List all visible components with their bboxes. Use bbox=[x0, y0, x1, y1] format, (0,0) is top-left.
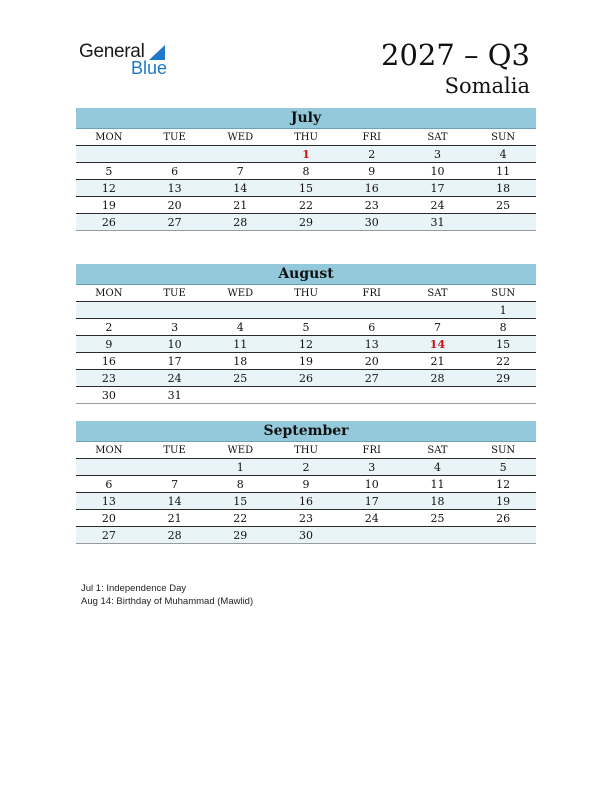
day-cell bbox=[339, 387, 405, 403]
day-cell: 26 bbox=[496, 512, 511, 525]
day-cell: 4 bbox=[499, 148, 507, 161]
weekday-label: FRI bbox=[362, 445, 381, 456]
day-cell bbox=[405, 387, 471, 403]
week-row bbox=[76, 353, 536, 370]
day-cell: 15 bbox=[496, 338, 511, 351]
weekday-label: SAT bbox=[427, 445, 448, 456]
day-cell: 20 bbox=[101, 512, 116, 525]
day-cell: 26 bbox=[101, 216, 116, 229]
day-cell: 19 bbox=[496, 495, 511, 508]
day-cell bbox=[207, 146, 273, 162]
weekday-label: SUN bbox=[491, 288, 516, 299]
day-cell: 13 bbox=[364, 338, 379, 351]
day-cell: 2 bbox=[105, 321, 113, 334]
day-cell: 19 bbox=[299, 355, 314, 368]
weekday-label: SAT bbox=[427, 288, 448, 299]
day-cell: 2 bbox=[368, 148, 376, 161]
month-july bbox=[76, 108, 536, 231]
day-cell bbox=[76, 146, 142, 162]
day-cell: 28 bbox=[233, 216, 248, 229]
day-cell: 12 bbox=[299, 338, 314, 351]
day-cell: 11 bbox=[233, 338, 248, 351]
week-row bbox=[76, 302, 536, 319]
day-cell: 7 bbox=[433, 321, 441, 334]
day-cell: 16 bbox=[364, 182, 379, 195]
day-cell: 24 bbox=[430, 199, 445, 212]
day-cell: 30 bbox=[364, 216, 379, 229]
week-row bbox=[76, 476, 536, 493]
day-cell: 1 bbox=[236, 461, 244, 474]
day-cell bbox=[339, 527, 405, 543]
day-cell: 18 bbox=[233, 355, 248, 368]
day-cell: 25 bbox=[430, 512, 445, 525]
day-cell: 12 bbox=[496, 478, 511, 491]
day-cell: 1 bbox=[499, 304, 507, 317]
weekday-label: WED bbox=[227, 288, 254, 299]
week-row bbox=[76, 163, 536, 180]
weekday-label: FRI bbox=[362, 288, 381, 299]
day-cell: 20 bbox=[167, 199, 182, 212]
day-cell: 18 bbox=[430, 495, 445, 508]
logo-word-general: General bbox=[79, 41, 145, 62]
day-cell bbox=[207, 302, 273, 318]
weekday-label: SAT bbox=[427, 132, 448, 143]
day-cell: 16 bbox=[299, 495, 314, 508]
day-cell: 11 bbox=[496, 165, 511, 178]
day-cell: 22 bbox=[496, 355, 511, 368]
day-cell: 7 bbox=[236, 165, 244, 178]
day-cell: 27 bbox=[364, 372, 379, 385]
day-cell: 21 bbox=[167, 512, 182, 525]
holiday-note: Jul 1: Independence Day bbox=[81, 583, 187, 594]
week-row bbox=[76, 197, 536, 214]
day-cell bbox=[273, 387, 339, 403]
day-cell: 31 bbox=[430, 216, 445, 229]
weekday-label: MON bbox=[95, 132, 123, 143]
day-cell: 8 bbox=[302, 165, 310, 178]
day-cell: 15 bbox=[299, 182, 314, 195]
weekday-label: MON bbox=[95, 288, 123, 299]
day-cell: 13 bbox=[167, 182, 182, 195]
weekday-label: MON bbox=[95, 445, 123, 456]
country-name: Somalia bbox=[444, 74, 530, 98]
day-cell: 11 bbox=[430, 478, 445, 491]
week-row bbox=[76, 387, 536, 404]
day-cell: 24 bbox=[167, 372, 182, 385]
month-name: August bbox=[76, 264, 536, 285]
week-row bbox=[76, 459, 536, 476]
week-row bbox=[76, 146, 536, 163]
logo-word-blue: Blue bbox=[131, 58, 168, 78]
day-cell: 26 bbox=[299, 372, 314, 385]
month-august bbox=[76, 264, 536, 404]
day-cell: 4 bbox=[236, 321, 244, 334]
day-cell: 14 bbox=[233, 182, 248, 195]
weekday-label: TUE bbox=[163, 445, 186, 456]
day-cell bbox=[76, 459, 142, 475]
day-cell: 16 bbox=[101, 355, 116, 368]
day-cell: 10 bbox=[167, 338, 182, 351]
day-cell bbox=[142, 302, 208, 318]
generalblue-logo bbox=[79, 40, 189, 80]
day-cell bbox=[76, 302, 142, 318]
day-cell: 9 bbox=[368, 165, 376, 178]
day-cell bbox=[273, 302, 339, 318]
weekday-label: TUE bbox=[163, 132, 186, 143]
day-cell: 30 bbox=[101, 389, 116, 402]
day-cell: 6 bbox=[368, 321, 376, 334]
day-cell: 3 bbox=[433, 148, 441, 161]
holiday-notes bbox=[81, 582, 253, 608]
day-cell: 6 bbox=[105, 478, 113, 491]
day-cell: 23 bbox=[101, 372, 116, 385]
holiday-day-cell: 1 bbox=[302, 148, 310, 161]
day-cell: 10 bbox=[364, 478, 379, 491]
day-cell: 10 bbox=[430, 165, 445, 178]
page-title: 2027 – Q3 bbox=[381, 38, 530, 72]
week-row bbox=[76, 493, 536, 510]
day-cell: 29 bbox=[299, 216, 314, 229]
weekday-row bbox=[76, 129, 536, 146]
day-cell: 29 bbox=[496, 372, 511, 385]
day-cell bbox=[405, 302, 471, 318]
day-cell: 2 bbox=[302, 461, 310, 474]
day-cell: 17 bbox=[167, 355, 182, 368]
day-cell: 21 bbox=[233, 199, 248, 212]
day-cell: 23 bbox=[364, 199, 379, 212]
day-cell: 20 bbox=[364, 355, 379, 368]
day-cell: 22 bbox=[299, 199, 314, 212]
day-cell: 27 bbox=[101, 529, 116, 542]
month-september bbox=[76, 421, 536, 544]
day-cell: 31 bbox=[167, 389, 182, 402]
day-cell: 12 bbox=[101, 182, 116, 195]
day-cell: 29 bbox=[233, 529, 248, 542]
day-cell: 23 bbox=[299, 512, 314, 525]
day-cell: 25 bbox=[496, 199, 511, 212]
day-cell: 28 bbox=[430, 372, 445, 385]
day-cell: 27 bbox=[167, 216, 182, 229]
day-cell bbox=[470, 214, 536, 230]
day-cell: 24 bbox=[364, 512, 379, 525]
holiday-note: Aug 14: Birthday of Muhammad (Mawlid) bbox=[81, 596, 254, 607]
weekday-label: SUN bbox=[491, 132, 516, 143]
weekday-label: WED bbox=[227, 445, 254, 456]
day-cell: 13 bbox=[101, 495, 116, 508]
day-cell: 9 bbox=[302, 478, 310, 491]
day-cell: 9 bbox=[105, 338, 113, 351]
week-row bbox=[76, 527, 536, 544]
day-cell: 8 bbox=[236, 478, 244, 491]
weekday-row bbox=[76, 442, 536, 459]
day-cell: 4 bbox=[433, 461, 441, 474]
day-cell bbox=[142, 459, 208, 475]
week-row bbox=[76, 319, 536, 336]
day-cell: 5 bbox=[499, 461, 507, 474]
weekday-label: TUE bbox=[163, 288, 186, 299]
weekday-label: THU bbox=[294, 288, 318, 299]
week-row bbox=[76, 336, 536, 353]
day-cell: 22 bbox=[233, 512, 248, 525]
day-cell: 7 bbox=[171, 478, 179, 491]
week-row bbox=[76, 370, 536, 387]
day-cell: 19 bbox=[101, 199, 116, 212]
weekday-label: THU bbox=[294, 445, 318, 456]
weekday-label: SUN bbox=[491, 445, 516, 456]
day-cell: 17 bbox=[430, 182, 445, 195]
day-cell bbox=[470, 527, 536, 543]
week-row bbox=[76, 180, 536, 197]
day-cell: 5 bbox=[105, 165, 113, 178]
month-name: September bbox=[76, 421, 536, 442]
day-cell: 15 bbox=[233, 495, 248, 508]
day-cell: 6 bbox=[171, 165, 179, 178]
day-cell: 14 bbox=[167, 495, 182, 508]
day-cell bbox=[470, 387, 536, 403]
day-cell: 8 bbox=[499, 321, 507, 334]
day-cell bbox=[405, 527, 471, 543]
weekday-label: THU bbox=[294, 132, 318, 143]
week-row bbox=[76, 214, 536, 231]
week-row bbox=[76, 510, 536, 527]
day-cell: 28 bbox=[167, 529, 182, 542]
day-cell: 21 bbox=[430, 355, 445, 368]
day-cell: 5 bbox=[302, 321, 310, 334]
day-cell: 18 bbox=[496, 182, 511, 195]
day-cell: 17 bbox=[364, 495, 379, 508]
day-cell bbox=[207, 387, 273, 403]
day-cell bbox=[339, 302, 405, 318]
day-cell bbox=[142, 146, 208, 162]
holiday-day-cell: 14 bbox=[429, 338, 446, 351]
weekday-label: WED bbox=[227, 132, 254, 143]
weekday-row bbox=[76, 285, 536, 302]
day-cell: 25 bbox=[233, 372, 248, 385]
day-cell: 3 bbox=[171, 321, 179, 334]
day-cell: 3 bbox=[368, 461, 376, 474]
weekday-label: FRI bbox=[362, 132, 381, 143]
day-cell: 30 bbox=[299, 529, 314, 542]
month-name: July bbox=[76, 108, 536, 129]
